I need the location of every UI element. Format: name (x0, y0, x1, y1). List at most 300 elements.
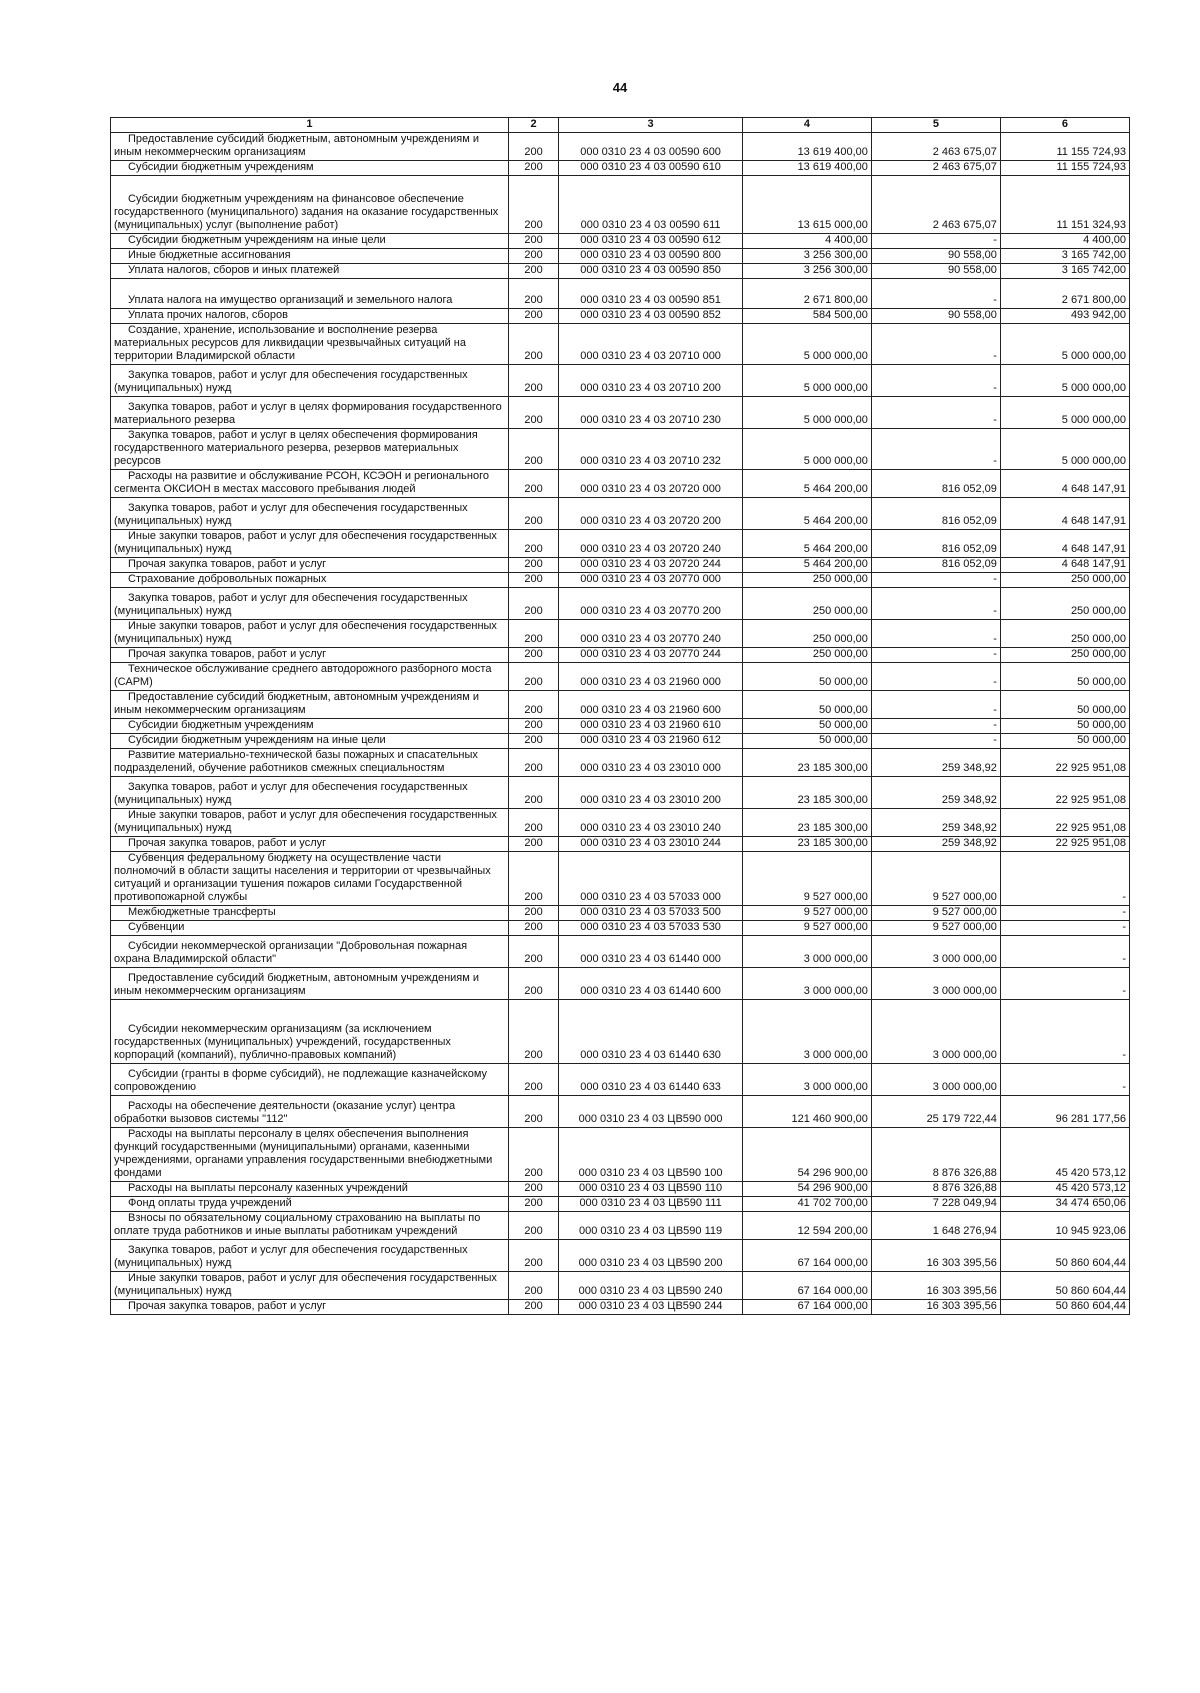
table-row (111, 1182, 1130, 1197)
table-row (111, 719, 1130, 734)
row-classification: 000 0310 23 4 03 00590 800 (559, 249, 743, 264)
row-name: Уплата налога на имущество организаций и земельного налога (111, 279, 509, 309)
row-unexecuted-amount: 250 000,00 (1000, 573, 1129, 588)
row-classification: 000 0310 23 4 03 23010 244 (559, 837, 743, 852)
table-row (111, 1128, 1130, 1182)
row-unexecuted-amount: - (1000, 968, 1129, 1000)
row-code: 200 (508, 936, 558, 968)
table-row (111, 620, 1130, 648)
row-code: 200 (508, 1000, 558, 1064)
row-classification: 000 0310 23 4 03 20720 244 (559, 558, 743, 573)
row-plan-amount: 12 594 200,00 (742, 1212, 871, 1240)
row-unexecuted-amount: 250 000,00 (1000, 588, 1129, 620)
row-name: Расходы на выплаты персоналу в целях обеспечения выполнения функций государственными (муниципальными) органами, казенными учреждениями, органами управления государственными внебюджетными фондами (111, 1128, 509, 1182)
row-name: Закупка товаров, работ и услуг в целях обеспечения формирования государственного материального резерва, резервов материальных ресурсов (111, 429, 509, 470)
table-row (111, 663, 1130, 691)
row-unexecuted-amount: 493 942,00 (1000, 309, 1129, 324)
row-name: Иные бюджетные ассигнования (111, 249, 509, 264)
row-plan-amount: 5 000 000,00 (742, 324, 871, 365)
row-classification: 000 0310 23 4 03 ЦВ590 110 (559, 1182, 743, 1197)
row-classification: 000 0310 23 4 03 20720 200 (559, 498, 743, 530)
row-plan-amount: 23 185 300,00 (742, 809, 871, 837)
table-row (111, 365, 1130, 397)
table-row (111, 809, 1130, 837)
row-code: 200 (508, 1064, 558, 1096)
row-code: 200 (508, 234, 558, 249)
row-plan-amount: 2 671 800,00 (742, 279, 871, 309)
row-code: 200 (508, 324, 558, 365)
row-name: Субсидии некоммерческим организациям (за исключением государственных (муниципальных) учреждений, государственных корпораций (компаний), публично-правовых компаний) (111, 1000, 509, 1064)
row-unexecuted-amount: 250 000,00 (1000, 620, 1129, 648)
row-plan-amount: 13 619 400,00 (742, 133, 871, 161)
row-code: 200 (508, 719, 558, 734)
row-unexecuted-amount: 11 151 324,93 (1000, 176, 1129, 234)
row-executed-amount: 816 052,09 (871, 558, 1000, 573)
row-plan-amount: 250 000,00 (742, 620, 871, 648)
row-code: 200 (508, 1240, 558, 1272)
row-classification: 000 0310 23 4 03 20710 000 (559, 324, 743, 365)
table-row (111, 133, 1130, 161)
row-plan-amount: 23 185 300,00 (742, 777, 871, 809)
row-code: 200 (508, 620, 558, 648)
row-unexecuted-amount: 45 420 573,12 (1000, 1182, 1129, 1197)
row-executed-amount: 90 558,00 (871, 264, 1000, 279)
row-executed-amount: 816 052,09 (871, 470, 1000, 498)
row-code: 200 (508, 906, 558, 921)
row-code: 200 (508, 249, 558, 264)
row-plan-amount: 3 256 300,00 (742, 249, 871, 264)
row-executed-amount: - (871, 648, 1000, 663)
column-header: 5 (871, 118, 1000, 133)
row-executed-amount: 90 558,00 (871, 309, 1000, 324)
row-unexecuted-amount: 4 648 147,91 (1000, 558, 1129, 573)
table-row (111, 249, 1130, 264)
row-classification: 000 0310 23 4 03 21960 612 (559, 734, 743, 749)
row-unexecuted-amount: 45 420 573,12 (1000, 1128, 1129, 1182)
table-row (111, 1096, 1130, 1128)
row-unexecuted-amount: 5 000 000,00 (1000, 429, 1129, 470)
row-plan-amount: 54 296 900,00 (742, 1182, 871, 1197)
row-classification: 000 0310 23 4 03 61440 000 (559, 936, 743, 968)
row-classification: 000 0310 23 4 03 57033 530 (559, 921, 743, 936)
row-code: 200 (508, 588, 558, 620)
row-unexecuted-amount: 10 945 923,06 (1000, 1212, 1129, 1240)
table-row (111, 968, 1130, 1000)
row-classification: 000 0310 23 4 03 23010 200 (559, 777, 743, 809)
row-code: 200 (508, 530, 558, 558)
row-name: Развитие материально-технической базы пожарных и спасательных подразделений, обучение работников смежных специальностям (111, 749, 509, 777)
row-name: Взносы по обязательному социальному страхованию на выплаты по оплате труда работников и иные выплаты работникам учреждений (111, 1212, 509, 1240)
table-body (111, 133, 1130, 1315)
row-code: 200 (508, 837, 558, 852)
row-unexecuted-amount: 4 648 147,91 (1000, 530, 1129, 558)
table-row (111, 530, 1130, 558)
row-unexecuted-amount: - (1000, 1064, 1129, 1096)
row-classification: 000 0310 23 4 03 ЦВ590 244 (559, 1300, 743, 1315)
column-header: 1 (111, 118, 509, 133)
row-executed-amount: 1 648 276,94 (871, 1212, 1000, 1240)
row-code: 200 (508, 734, 558, 749)
table-row (111, 324, 1130, 365)
row-name: Уплата прочих налогов, сборов (111, 309, 509, 324)
table-row (111, 309, 1130, 324)
row-code: 200 (508, 279, 558, 309)
row-plan-amount: 50 000,00 (742, 719, 871, 734)
row-plan-amount: 9 527 000,00 (742, 906, 871, 921)
row-code: 200 (508, 1182, 558, 1197)
row-classification: 000 0310 23 4 03 20720 000 (559, 470, 743, 498)
row-name: Техническое обслуживание среднего автодорожного разборного моста (САРМ) (111, 663, 509, 691)
row-unexecuted-amount: 96 281 177,56 (1000, 1096, 1129, 1128)
row-executed-amount: - (871, 691, 1000, 719)
row-code: 200 (508, 648, 558, 663)
row-plan-amount: 13 615 000,00 (742, 176, 871, 234)
row-executed-amount: - (871, 279, 1000, 309)
row-executed-amount: - (871, 365, 1000, 397)
table-row (111, 234, 1130, 249)
row-name: Субсидии бюджетным учреждениям (111, 719, 509, 734)
table-row (111, 470, 1130, 498)
row-unexecuted-amount: 50 000,00 (1000, 663, 1129, 691)
row-plan-amount: 5 464 200,00 (742, 558, 871, 573)
row-plan-amount: 67 164 000,00 (742, 1240, 871, 1272)
row-name: Фонд оплаты труда учреждений (111, 1197, 509, 1212)
table-row (111, 161, 1130, 176)
row-classification: 000 0310 23 4 03 61440 633 (559, 1064, 743, 1096)
row-unexecuted-amount: 22 925 951,08 (1000, 749, 1129, 777)
row-executed-amount: 2 463 675,07 (871, 176, 1000, 234)
row-plan-amount: 67 164 000,00 (742, 1300, 871, 1315)
row-plan-amount: 41 702 700,00 (742, 1197, 871, 1212)
row-name: Расходы на обеспечение деятельности (оказание услуг) центра обработки вызовов системы "112" (111, 1096, 509, 1128)
row-code: 200 (508, 1197, 558, 1212)
row-unexecuted-amount: 22 925 951,08 (1000, 777, 1129, 809)
row-name: Предоставление субсидий бюджетным, автономным учреждениям и иным некоммерческим организациям (111, 691, 509, 719)
row-name: Уплата налогов, сборов и иных платежей (111, 264, 509, 279)
row-unexecuted-amount: 4 648 147,91 (1000, 470, 1129, 498)
row-code: 200 (508, 264, 558, 279)
row-plan-amount: 250 000,00 (742, 573, 871, 588)
table-row (111, 749, 1130, 777)
table-row (111, 1000, 1130, 1064)
row-classification: 000 0310 23 4 03 20770 240 (559, 620, 743, 648)
row-executed-amount: 8 876 326,88 (871, 1182, 1000, 1197)
row-code: 200 (508, 470, 558, 498)
row-unexecuted-amount: 50 860 604,44 (1000, 1300, 1129, 1315)
row-unexecuted-amount: 250 000,00 (1000, 648, 1129, 663)
row-plan-amount: 250 000,00 (742, 588, 871, 620)
row-classification: 000 0310 23 4 03 20770 000 (559, 573, 743, 588)
row-unexecuted-amount: 4 648 147,91 (1000, 498, 1129, 530)
row-code: 200 (508, 558, 558, 573)
row-classification: 000 0310 23 4 03 57033 000 (559, 852, 743, 906)
row-code: 200 (508, 691, 558, 719)
row-plan-amount: 3 000 000,00 (742, 968, 871, 1000)
row-classification: 000 0310 23 4 03 23010 240 (559, 809, 743, 837)
row-plan-amount: 5 464 200,00 (742, 498, 871, 530)
row-unexecuted-amount: 11 155 724,93 (1000, 161, 1129, 176)
row-code: 200 (508, 397, 558, 429)
row-executed-amount: - (871, 324, 1000, 365)
row-unexecuted-amount: 50 860 604,44 (1000, 1272, 1129, 1300)
budget-table (110, 117, 1130, 1315)
row-name: Субсидии бюджетным учреждениям (111, 161, 509, 176)
row-name: Иные закупки товаров, работ и услуг для обеспечения государственных (муниципальных) нужд (111, 620, 509, 648)
row-code: 200 (508, 749, 558, 777)
row-plan-amount: 67 164 000,00 (742, 1272, 871, 1300)
row-plan-amount: 5 464 200,00 (742, 530, 871, 558)
row-executed-amount: 3 000 000,00 (871, 1000, 1000, 1064)
row-name: Закупка товаров, работ и услуг для обеспечения государственных (муниципальных) нужд (111, 498, 509, 530)
column-header: 6 (1000, 118, 1129, 133)
row-name: Прочая закупка товаров, работ и услуг (111, 648, 509, 663)
row-classification: 000 0310 23 4 03 ЦВ590 111 (559, 1197, 743, 1212)
row-code: 200 (508, 852, 558, 906)
row-plan-amount: 4 400,00 (742, 234, 871, 249)
row-classification: 000 0310 23 4 03 21960 600 (559, 691, 743, 719)
row-name: Предоставление субсидий бюджетным, автономным учреждениям и иным некоммерческим организациям (111, 968, 509, 1000)
row-classification: 000 0310 23 4 03 20710 200 (559, 365, 743, 397)
table-row (111, 429, 1130, 470)
row-code: 200 (508, 309, 558, 324)
row-unexecuted-amount: - (1000, 852, 1129, 906)
row-unexecuted-amount: 5 000 000,00 (1000, 365, 1129, 397)
row-code: 200 (508, 1128, 558, 1182)
row-classification: 000 0310 23 4 03 00590 852 (559, 309, 743, 324)
row-code: 200 (508, 573, 558, 588)
table-row (111, 558, 1130, 573)
row-unexecuted-amount: - (1000, 921, 1129, 936)
row-plan-amount: 121 460 900,00 (742, 1096, 871, 1128)
row-plan-amount: 5 000 000,00 (742, 397, 871, 429)
table-row (111, 264, 1130, 279)
table-row (111, 734, 1130, 749)
row-classification: 000 0310 23 4 03 23010 000 (559, 749, 743, 777)
table-row (111, 1272, 1130, 1300)
table-row (111, 176, 1130, 234)
row-executed-amount: - (871, 573, 1000, 588)
row-classification: 000 0310 23 4 03 ЦВ590 200 (559, 1240, 743, 1272)
row-executed-amount: 259 348,92 (871, 809, 1000, 837)
column-header: 3 (559, 118, 743, 133)
row-name: Страхование добровольных пожарных (111, 573, 509, 588)
row-name: Субсидии (гранты в форме субсидий), не подлежащие казначейскому сопровождению (111, 1064, 509, 1096)
row-classification: 000 0310 23 4 03 20770 244 (559, 648, 743, 663)
row-name: Закупка товаров, работ и услуг в целях формирования государственного материального резерва (111, 397, 509, 429)
row-name: Иные закупки товаров, работ и услуг для обеспечения государственных (муниципальных) нужд (111, 809, 509, 837)
table-row (111, 1212, 1130, 1240)
row-unexecuted-amount: - (1000, 906, 1129, 921)
row-executed-amount: - (871, 397, 1000, 429)
row-classification: 000 0310 23 4 03 20710 232 (559, 429, 743, 470)
row-classification: 000 0310 23 4 03 00590 600 (559, 133, 743, 161)
row-code: 200 (508, 809, 558, 837)
row-unexecuted-amount: 5 000 000,00 (1000, 397, 1129, 429)
table-row (111, 837, 1130, 852)
row-unexecuted-amount: 50 000,00 (1000, 691, 1129, 719)
row-executed-amount: 259 348,92 (871, 837, 1000, 852)
row-classification: 000 0310 23 4 03 00590 851 (559, 279, 743, 309)
table-row (111, 906, 1130, 921)
table-row (111, 1064, 1130, 1096)
row-classification: 000 0310 23 4 03 ЦВ590 119 (559, 1212, 743, 1240)
row-name: Создание, хранение, использование и восполнение резерва материальных ресурсов для ликвидации чрезвычайных ситуаций на территории Владимирской области (111, 324, 509, 365)
row-name: Прочая закупка товаров, работ и услуг (111, 1300, 509, 1315)
row-name: Прочая закупка товаров, работ и услуг (111, 837, 509, 852)
row-classification: 000 0310 23 4 03 ЦВ590 240 (559, 1272, 743, 1300)
row-plan-amount: 9 527 000,00 (742, 921, 871, 936)
row-unexecuted-amount: - (1000, 1000, 1129, 1064)
row-code: 200 (508, 1212, 558, 1240)
row-executed-amount: - (871, 663, 1000, 691)
row-name: Субсидии бюджетным учреждениям на финансовое обеспечение государственного (муниципального) задания на оказание государственных (муниципальных) услуг (выполнение работ) (111, 176, 509, 234)
row-name: Предоставление субсидий бюджетным, автономным учреждениям и иным некоммерческим организациям (111, 133, 509, 161)
table-row (111, 1240, 1130, 1272)
row-executed-amount: 816 052,09 (871, 498, 1000, 530)
row-plan-amount: 3 000 000,00 (742, 1064, 871, 1096)
row-executed-amount: 8 876 326,88 (871, 1128, 1000, 1182)
row-executed-amount: 9 527 000,00 (871, 906, 1000, 921)
row-plan-amount: 50 000,00 (742, 691, 871, 719)
table-row (111, 1197, 1130, 1212)
row-unexecuted-amount: 50 000,00 (1000, 719, 1129, 734)
row-name: Закупка товаров, работ и услуг для обеспечения государственных (муниципальных) нужд (111, 365, 509, 397)
row-unexecuted-amount: 3 165 742,00 (1000, 264, 1129, 279)
row-executed-amount: - (871, 234, 1000, 249)
row-name: Субвенции (111, 921, 509, 936)
row-code: 200 (508, 1272, 558, 1300)
row-plan-amount: 50 000,00 (742, 663, 871, 691)
row-plan-amount: 5 464 200,00 (742, 470, 871, 498)
row-executed-amount: 25 179 722,44 (871, 1096, 1000, 1128)
row-plan-amount: 54 296 900,00 (742, 1128, 871, 1182)
table-row (111, 936, 1130, 968)
row-unexecuted-amount: 3 165 742,00 (1000, 249, 1129, 264)
row-code: 200 (508, 921, 558, 936)
row-executed-amount: - (871, 429, 1000, 470)
column-header: 2 (508, 118, 558, 133)
row-classification: 000 0310 23 4 03 21960 000 (559, 663, 743, 691)
row-plan-amount: 584 500,00 (742, 309, 871, 324)
row-executed-amount: 16 303 395,56 (871, 1300, 1000, 1315)
row-plan-amount: 3 000 000,00 (742, 1000, 871, 1064)
row-plan-amount: 23 185 300,00 (742, 749, 871, 777)
row-code: 200 (508, 365, 558, 397)
row-unexecuted-amount: 34 474 650,06 (1000, 1197, 1129, 1212)
table-row (111, 921, 1130, 936)
row-executed-amount: 16 303 395,56 (871, 1240, 1000, 1272)
row-plan-amount: 3 256 300,00 (742, 264, 871, 279)
table-row (111, 648, 1130, 663)
row-unexecuted-amount: 22 925 951,08 (1000, 837, 1129, 852)
row-plan-amount: 50 000,00 (742, 734, 871, 749)
row-plan-amount: 250 000,00 (742, 648, 871, 663)
row-classification: 000 0310 23 4 03 ЦВ590 100 (559, 1128, 743, 1182)
row-executed-amount: 3 000 000,00 (871, 968, 1000, 1000)
row-executed-amount: - (871, 588, 1000, 620)
row-classification: 000 0310 23 4 03 61440 630 (559, 1000, 743, 1064)
row-classification: 000 0310 23 4 03 20770 200 (559, 588, 743, 620)
row-executed-amount: 3 000 000,00 (871, 1064, 1000, 1096)
row-classification: 000 0310 23 4 03 00590 850 (559, 264, 743, 279)
row-name: Закупка товаров, работ и услуг для обеспечения государственных (муниципальных) нужд (111, 1240, 509, 1272)
row-name: Субсидии некоммерческой организации "Добровольная пожарная охрана Владимирской области" (111, 936, 509, 968)
row-executed-amount: 2 463 675,07 (871, 133, 1000, 161)
row-code: 200 (508, 498, 558, 530)
row-executed-amount: - (871, 620, 1000, 648)
row-code: 200 (508, 133, 558, 161)
row-unexecuted-amount: 50 000,00 (1000, 734, 1129, 749)
table-row (111, 1300, 1130, 1315)
row-unexecuted-amount: 11 155 724,93 (1000, 133, 1129, 161)
table-row (111, 573, 1130, 588)
row-classification: 000 0310 23 4 03 21960 610 (559, 719, 743, 734)
page-number: 44 (612, 80, 628, 95)
row-executed-amount: 90 558,00 (871, 249, 1000, 264)
table-row (111, 397, 1130, 429)
row-executed-amount: 816 052,09 (871, 530, 1000, 558)
row-executed-amount: 9 527 000,00 (871, 852, 1000, 906)
table-row (111, 777, 1130, 809)
row-unexecuted-amount: 5 000 000,00 (1000, 324, 1129, 365)
table-row (111, 852, 1130, 906)
column-header: 4 (742, 118, 871, 133)
row-executed-amount: 259 348,92 (871, 777, 1000, 809)
row-name: Прочая закупка товаров, работ и услуг (111, 558, 509, 573)
table-row (111, 498, 1130, 530)
row-code: 200 (508, 777, 558, 809)
row-executed-amount: 9 527 000,00 (871, 921, 1000, 936)
row-classification: 000 0310 23 4 03 00590 611 (559, 176, 743, 234)
row-classification: 000 0310 23 4 03 57033 500 (559, 906, 743, 921)
row-name: Иные закупки товаров, работ и услуг для обеспечения государственных (муниципальных) нужд (111, 530, 509, 558)
row-classification: 000 0310 23 4 03 61440 600 (559, 968, 743, 1000)
row-classification: 000 0310 23 4 03 20720 240 (559, 530, 743, 558)
row-code: 200 (508, 161, 558, 176)
row-name: Межбюджетные трансферты (111, 906, 509, 921)
row-executed-amount: 3 000 000,00 (871, 936, 1000, 968)
row-classification: 000 0310 23 4 03 20710 230 (559, 397, 743, 429)
row-name: Расходы на выплаты персоналу казенных учреждений (111, 1182, 509, 1197)
row-unexecuted-amount: 4 400,00 (1000, 234, 1129, 249)
row-name: Субвенция федеральному бюджету на осуществление части полномочий в области защиты населения и территории от чрезвычайных ситуаций и организации тушения пожаров силами Государственной противопожарной службы (111, 852, 509, 906)
row-name: Субсидии бюджетным учреждениям на иные цели (111, 234, 509, 249)
row-classification: 000 0310 23 4 03 00590 610 (559, 161, 743, 176)
row-code: 200 (508, 1300, 558, 1315)
row-code: 200 (508, 429, 558, 470)
row-executed-amount: 2 463 675,07 (871, 161, 1000, 176)
row-name: Субсидии бюджетным учреждениям на иные цели (111, 734, 509, 749)
row-unexecuted-amount: - (1000, 936, 1129, 968)
row-unexecuted-amount: 2 671 800,00 (1000, 279, 1129, 309)
row-name: Расходы на развитие и обслуживание РСОН, КСЭОН и регионального сегмента ОКСИОН в местах массового пребывания людей (111, 470, 509, 498)
row-code: 200 (508, 1096, 558, 1128)
row-plan-amount: 9 527 000,00 (742, 852, 871, 906)
row-plan-amount: 13 619 400,00 (742, 161, 871, 176)
row-executed-amount: - (871, 719, 1000, 734)
row-code: 200 (508, 968, 558, 1000)
row-name: Закупка товаров, работ и услуг для обеспечения государственных (муниципальных) нужд (111, 777, 509, 809)
row-executed-amount: - (871, 734, 1000, 749)
table-row (111, 588, 1130, 620)
row-name: Закупка товаров, работ и услуг для обеспечения государственных (муниципальных) нужд (111, 588, 509, 620)
row-executed-amount: 259 348,92 (871, 749, 1000, 777)
row-unexecuted-amount: 22 925 951,08 (1000, 809, 1129, 837)
row-plan-amount: 5 000 000,00 (742, 365, 871, 397)
row-name: Иные закупки товаров, работ и услуг для обеспечения государственных (муниципальных) нужд (111, 1272, 509, 1300)
row-plan-amount: 23 185 300,00 (742, 837, 871, 852)
row-code: 200 (508, 176, 558, 234)
